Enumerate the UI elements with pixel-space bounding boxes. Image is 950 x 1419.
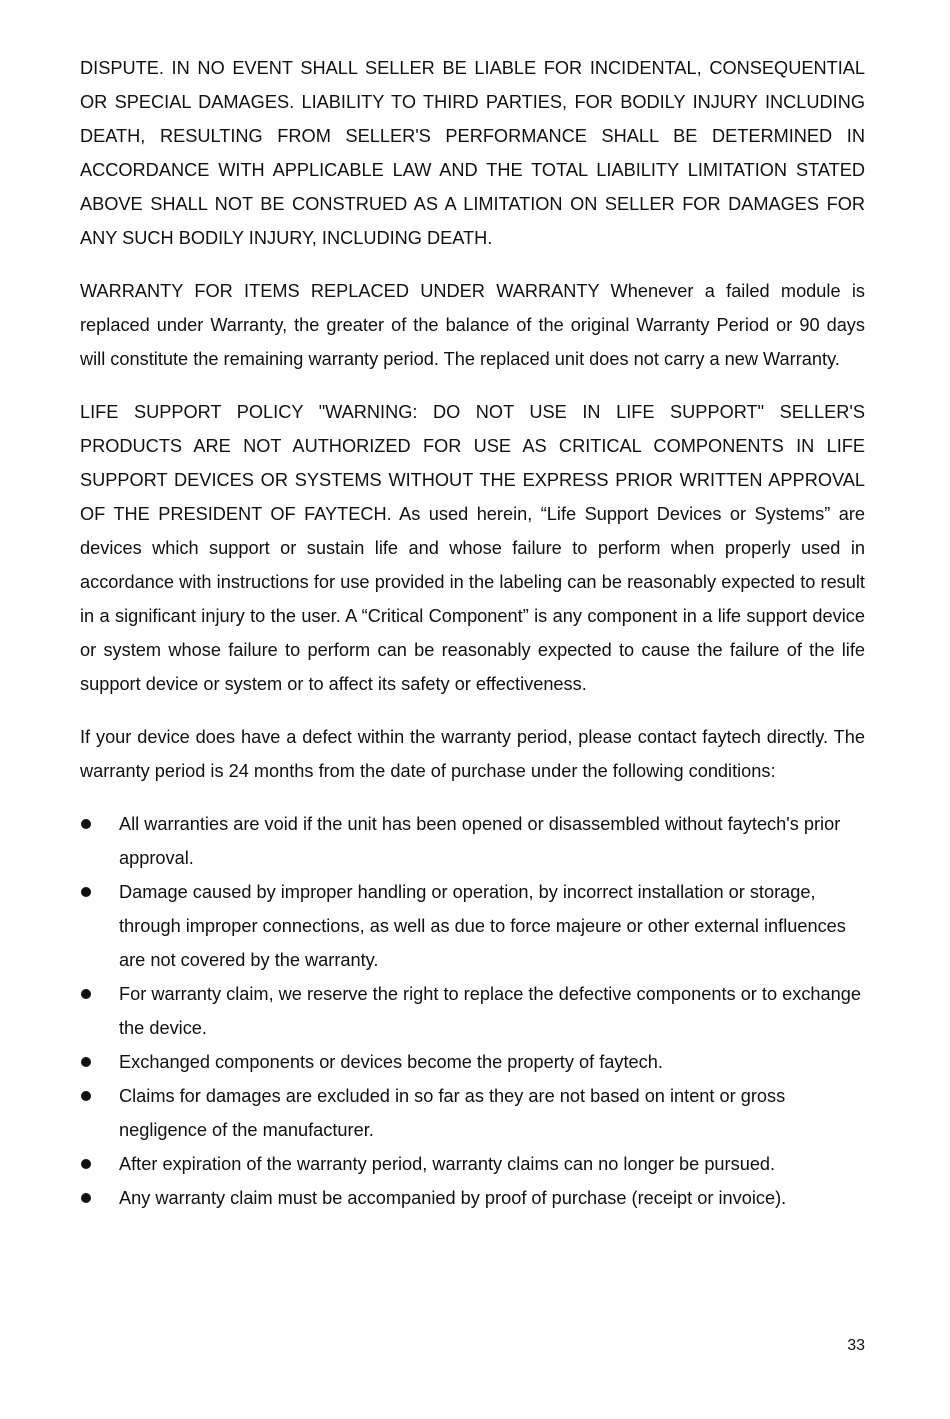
- bullet-dot-icon: [81, 819, 91, 829]
- list-item-text: After expiration of the warranty period, warranty claims can no longer be pursued.: [119, 1154, 776, 1174]
- list-item-text: Exchanged components or devices become the property of faytech.: [119, 1052, 663, 1072]
- bullet-dot-icon: [81, 1193, 91, 1203]
- list-item: [80, 1181, 865, 1215]
- list-item-text: Any warranty claim must be accompanied by proof of purchase (receipt or invoice).: [119, 1188, 787, 1208]
- warranty-conditions-list: [80, 807, 865, 1215]
- bullet-dot-icon: [81, 1159, 91, 1169]
- document-page: [80, 51, 865, 1215]
- bullet-dot-icon: [81, 1091, 91, 1101]
- warranty-period-paragraph: If your device does have a defect within the warranty period, please contact faytech directly. The warranty period is 24 months from the date of purchase under the following conditions:: [80, 727, 865, 781]
- list-item-text: Claims for damages are excluded in so far as they are not based on intent or gross negligence of the manufacturer.: [119, 1086, 786, 1140]
- liability-paragraph: DISPUTE. IN NO EVENT SHALL SELLER BE LIABLE FOR INCIDENTAL, CONSEQUENTIAL OR SPECIAL DAMAGES. LIABILITY TO THIRD PARTIES, FOR BODILY INJURY INCLUDING DEATH, RESULTING FROM SELLER'S PERFORMANCE SHALL BE DETERMINED IN ACCORDANCE WITH APPLICABLE LAW AND THE TOTAL LIABILITY LIMITATION STATED ABOVE SHALL NOT BE CONSTRUED AS A LIMITATION ON SELLER FOR DAMAGES FOR ANY SUCH BODILY INJURY, INCLUDING DEATH.: [80, 58, 865, 248]
- list-item: [80, 1147, 865, 1181]
- bullet-dot-icon: [81, 1057, 91, 1067]
- replaced-items-warranty-paragraph: WARRANTY FOR ITEMS REPLACED UNDER WARRANTY Whenever a failed module is replaced under Warranty, the greater of the balance of the original Warranty Period or 90 days will constitute the remaining warranty period. The replaced unit does not carry a new Warranty.: [80, 281, 865, 369]
- life-support-policy-paragraph: LIFE SUPPORT POLICY "WARNING: DO NOT USE IN LIFE SUPPORT" SELLER'S PRODUCTS ARE NOT AUTHORIZED FOR USE AS CRITICAL COMPONENTS IN LIFE SUPPORT DEVICES OR SYSTEMS WITHOUT THE EXPRESS PRIOR WRITTEN APPROVAL OF THE PRESIDENT OF FAYTECH. As used herein, “Life Support Devices or Systems” are devices which support or sustain life and whose failure to perform when properly used in accordance with instructions for use provided in the labeling can be reasonably expected to result in a significant injury to the user. A “Critical Component” is any component in a life support device or system whose failure to perform can be reasonably expected to cause the failure of the life support device or system or to affect its safety or effectiveness.: [80, 402, 865, 694]
- list-item: [80, 1045, 865, 1079]
- list-item-text: All warranties are void if the unit has been opened or disassembled without faytech's prior approval.: [119, 814, 841, 868]
- list-item-text: Damage caused by improper handling or operation, by incorrect installation or storage, through improper connections, as well as due to force majeure or other external influences are not covered by the warranty.: [119, 882, 846, 970]
- bullet-dot-icon: [81, 989, 91, 999]
- list-item: [80, 1079, 865, 1147]
- list-item: [80, 875, 865, 977]
- list-item-text: For warranty claim, we reserve the right to replace the defective components or to exchange the device.: [119, 984, 862, 1038]
- bullet-dot-icon: [81, 887, 91, 897]
- list-item: [80, 977, 865, 1045]
- list-item: [80, 807, 865, 875]
- page-number: 33: [847, 1337, 865, 1354]
